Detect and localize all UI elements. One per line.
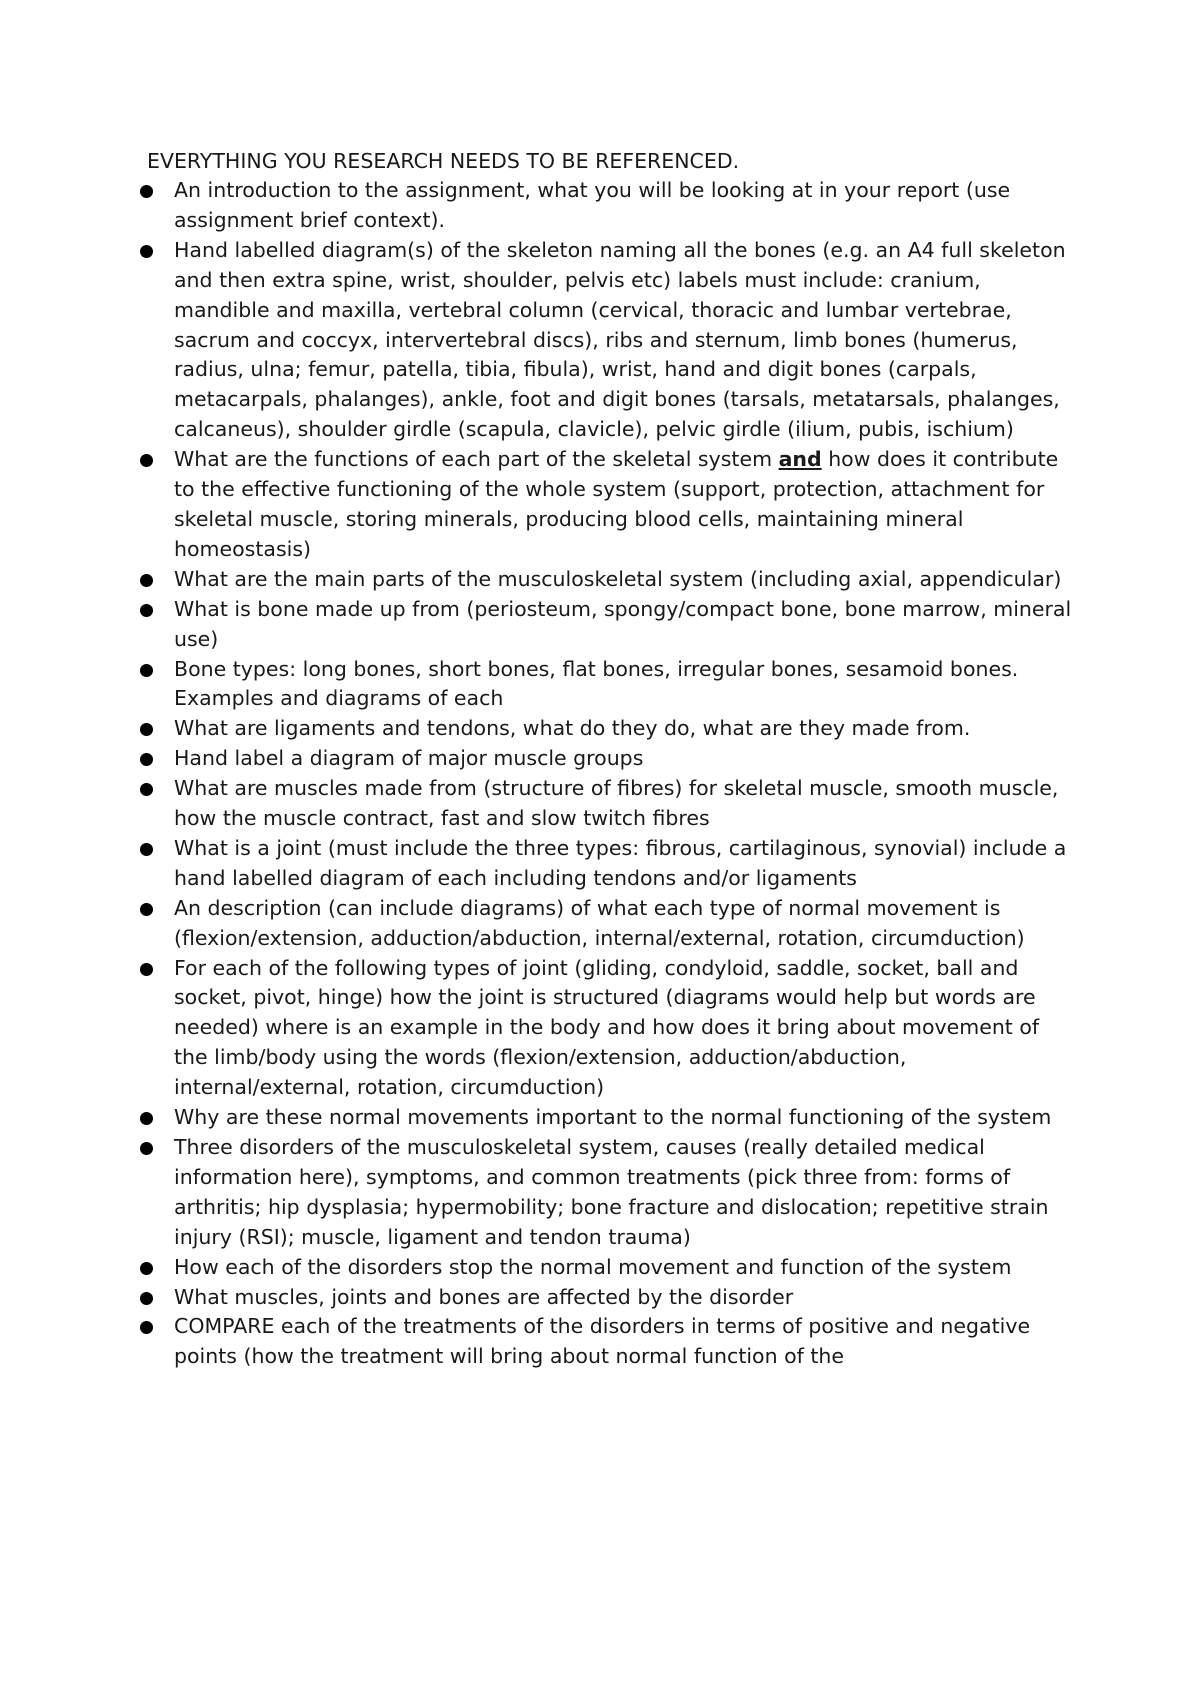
list-item-text: What are the main parts of the musculoskeletal system (including axial, appendicular) (174, 566, 1062, 591)
list-item (138, 1133, 1078, 1253)
list-item (138, 1103, 1078, 1133)
bullet-icon (140, 903, 153, 916)
bullet-icon (140, 723, 153, 736)
list-item (138, 1312, 1078, 1372)
bullet-icon (140, 454, 153, 467)
bullet-icon (140, 1262, 153, 1275)
list-item (138, 834, 1078, 894)
requirements-list (138, 176, 1078, 1372)
list-item (138, 744, 1078, 774)
list-item-text: Bone types: long bones, short bones, flat bones, irregular bones, sesamoid bones. Examples and diagrams of each (174, 656, 1019, 711)
bullet-icon (140, 783, 153, 796)
list-item (138, 176, 1078, 236)
bullet-icon (140, 1142, 153, 1155)
bullet-icon (140, 843, 153, 856)
list-item-text: An description (can include diagrams) of what each type of normal movement is (flexion/extension, adduction/abduction, internal/external, rotation, circumduction) (174, 895, 1025, 950)
bullet-icon (140, 574, 153, 587)
list-item-text: What are ligaments and tendons, what do they do, what are they made from. (174, 716, 971, 741)
list-item-text: Hand label a diagram of major muscle groups (174, 746, 644, 771)
bullet-icon (140, 185, 153, 198)
emphasis-and: and (778, 447, 822, 472)
list-item-text (174, 445, 1078, 565)
list-item (138, 894, 1078, 954)
list-item-text: What muscles, joints and bones are affected by the disorder (174, 1284, 794, 1309)
list-item (138, 236, 1078, 445)
list-item-text-before: What are the functions of each part of the skeletal system (174, 447, 779, 472)
list-item-text: An introduction to the assignment, what you will be looking at in your report (use assignment brief context). (174, 178, 1011, 232)
list-item (138, 714, 1078, 744)
bullet-icon (140, 753, 153, 766)
bullet-icon (140, 604, 153, 617)
bullet-icon (140, 1321, 153, 1334)
list-item (138, 565, 1078, 595)
list-item (138, 1253, 1078, 1283)
list-item-text: Why are these normal movements important to the normal functioning of the system (174, 1105, 1052, 1130)
list-item (138, 445, 1078, 565)
bullet-icon (140, 245, 153, 258)
list-item (138, 954, 1078, 1104)
list-item-text: Three disorders of the musculoskeletal system, causes (really detailed medical information here), symptoms, and common treatments (pick three from: forms of arthritis; hip dysplasia; hypermobility; bone fracture and dislocation; repetitive strain injury (RSI); muscle, ligament and tendon trauma) (174, 1135, 1049, 1249)
list-item (138, 1283, 1078, 1313)
list-item (138, 774, 1078, 834)
list-item-text: How each of the disorders stop the normal movement and function of the system (174, 1254, 1012, 1279)
list-item-text: For each of the following types of joint (gliding, condyloid, saddle, socket, ball and socket, pivot, hinge) how the joint is structured (diagrams would help but words are needed) where is an example in the body and how does it bring about movement of the limb/body using the words (flexion/extension, adduction/abduction, internal/external, rotation, circumduction) (174, 955, 1040, 1100)
bullet-icon (140, 664, 153, 677)
list-item-text: What is a joint (must include the three types: fibrous, cartilaginous, synovial) include a hand labelled diagram of each including tendons and/or ligaments (174, 835, 1067, 890)
bullet-icon (140, 963, 153, 976)
list-item-text: COMPARE each of the treatments of the disorders in terms of positive and negative points (how the treatment will bring about normal function of the (174, 1314, 1031, 1369)
list-item (138, 655, 1078, 715)
bullet-icon (140, 1112, 153, 1125)
bullet-icon (140, 1292, 153, 1305)
list-item-text: What are muscles made from (structure of fibres) for skeletal muscle, smooth muscle, how the muscle contract, fast and slow twitch fibres (174, 776, 1059, 831)
list-item-text: What is bone made up from (periosteum, spongy/compact bone, bone marrow, mineral use) (174, 596, 1072, 651)
list-item-text-after: how does it contribute to the effective functioning of the whole system (support, protection, attachment for skeletal muscle, storing minerals, producing blood cells, maintaining mineral homeostasis) (174, 447, 1059, 561)
list-item-text: Hand labelled diagram(s) of the skeleton naming all the bones (e.g. an A4 full skeleton and then extra spine, wrist, shoulder, pelvis etc) labels must include: cranium, mandible and maxilla, vertebral column (cervical, thoracic and lumbar vertebrae, sacrum and coccyx, intervertebral discs), ribs and sternum, limb bones (humerus, radius, ulna; femur, patella, tibia, fibula), wrist, hand and digit bones (carpals, metacarpals, phalanges), ankle, foot and digit bones (tarsals, metatarsals, phalanges, calcaneus), shoulder girdle (scapula, clavicle), pelvic girdle (ilium, pubis, ischium) (174, 237, 1066, 442)
list-item (138, 595, 1078, 655)
document-heading: EVERYTHING YOU RESEARCH NEEDS TO BE REFERENCED. (147, 149, 740, 173)
